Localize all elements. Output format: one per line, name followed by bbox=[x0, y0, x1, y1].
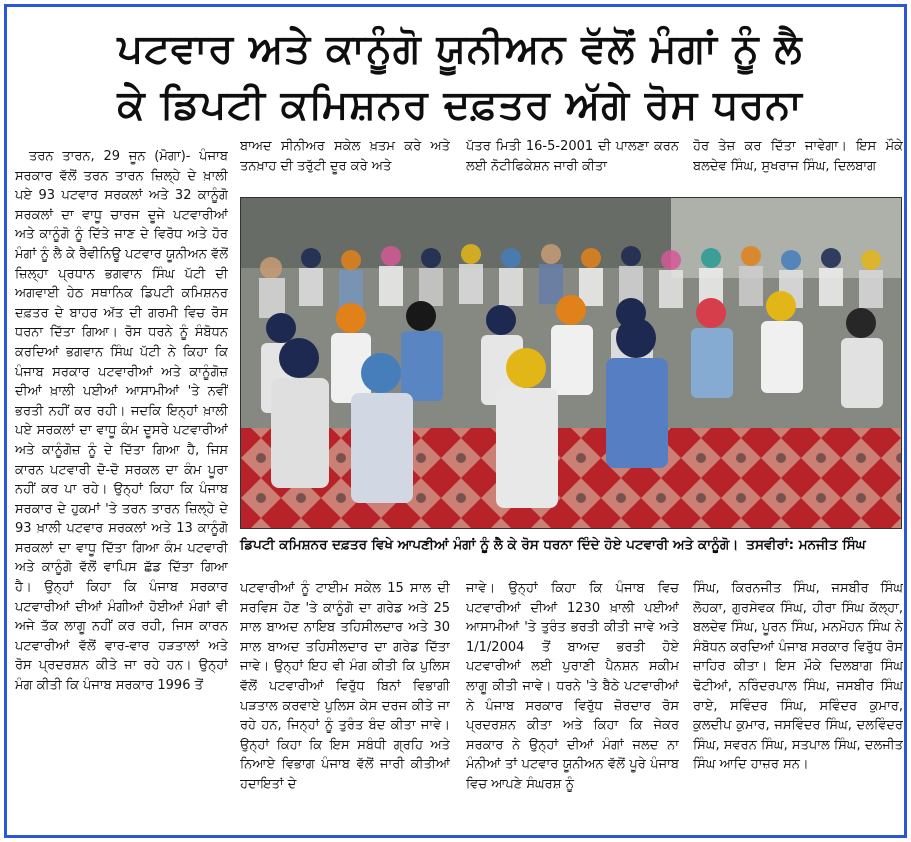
column-3-top-text: ਪੱਤਰ ਮਿਤੀ 16-5-2001 ਦੀ ਪਾਲਣਾ ਕਰਨ ਲਈ ਨੋਟੀਫਿਕੇਸ਼ਨ ਜਾਰੀ ਕੀਤਾ bbox=[466, 139, 679, 174]
column-1-paragraph: ਤਰਨ ਤਾਰਨ, 29 ਜੂਨ (ਮੋਗਾ)- ਪੰਜਾਬ ਸਰਕਾਰ ਵੱਲੋਂ ਤਰਨ ਤਾਰਨ ਜ਼ਿਲ੍ਹੇ ਦੇ ਖ਼ਾਲੀ ਪਏ 93 ਪਟਵਾਰ ਸਰਕਲਾਂ ਅਤੇ 32 ਕਾਨੂੰਗੋ ਸਰਕਲਾਂ ਦਾ ਵਾਧੂ ਚਾਰਜ ਦੂਜੇ ਪਟਵਾਰੀਆਂ ਅਤੇ ਕਾਨੂੰਗੋ ਨੂੰ ਦਿੱਤੇ ਜਾਣ ਦੇ ਵਿਰੋਧ ਅਤੇ ਹੋਰ ਮੰਗਾਂ ਨੂੰ ਲੈ ਕੇ ਰੈਵੀਨਿਊ ਪਟਵਾਰ ਯੂਨੀਅਨ ਵੱਲੋਂ ਜ਼ਿਲ੍ਹਾ ਪ੍ਰਧਾਨ ਭਗਵਾਨ ਸਿੰਘ ਪੱਟੀ ਦੀ ਅਗਵਾਈ ਹੇਠ ਸਥਾਨਿਕ ਡਿਪਟੀ ਕਮਿਸ਼ਨਰ ਦਫ਼ਤਰ ਦੇ ਬਾਹਰ ਅੱਤ ਦੀ ਗਰਮੀ ਵਿਚ ਰੋਸ ਧਰਨਾ ਦਿੱਤਾ ਗਿਆ। ਰੋਸ ਧਰਨੇ ਨੂੰ ਸੰਬੋਧਨ ਕਰਦਿਆਂ ਭਗਵਾਨ ਸਿੰਘ ਪੱਟੀ ਨੇ ਕਿਹਾ ਕਿ ਪੰਜਾਬ ਸਰਕਾਰ ਪਟਵਾਰੀਆਂ ਅਤੇ ਕਾਨੂੰਗੋਜ਼ ਦੀਆਂ ਖ਼ਾਲੀ ਪਈਆਂ ਆਸਾਮੀਆਂ 'ਤੇ ਨਵੀਂ ਭਰਤੀ ਨਹੀਂ ਕਰ ਰਹੀ। ਜਦਕਿ ਇਨ੍ਹਾਂ ਖ਼ਾਲੀ ਪਏ ਸਰਕਲਾਂ ਦਾ ਵਾਧੂ ਕੰਮ ਦੂਸਰੇ ਪਟਵਾਰੀਆਂ ਅਤੇ ਕਾਨੂੰਗੋਜ਼ ਨੂੰ ਦੇ ਦਿੱਤਾ ਗਿਆ ਹੈ, ਜਿਸ ਕਾਰਨ ਪਟਵਾਰੀ ਦੋ-ਦੋ ਸਰਕਲ ਦਾ ਕੰਮ ਪੂਰਾ ਨਹੀਂ ਕਰ ਪਾ ਰਹੇ। ਉਨ੍ਹਾਂ ਕਿਹਾ ਕਿ ਪੰਜਾਬ ਸਰਕਾਰ ਦੇ ਹੁਕਮਾਂ 'ਤੇ ਤਰਨ ਤਾਰਨ ਜ਼ਿਲ੍ਹੇ ਦੇ 93 ਖ਼ਾਲੀ ਪਟਵਾਰ ਸਰਕਲਾਂ ਅਤੇ 13 ਕਾਨੂੰਗੋ ਸਰਕਲਾਂ ਦਾ ਵਾਧੂ ਦਿੱਤਾ ਗਿਆ ਕੰਮ ਪਟਵਾਰੀ ਅਤੇ ਕਾਨੂੰਗੋ ਵੱਲੋਂ ਵਾਪਿਸ ਛੱਡ ਦਿੱਤਾ ਗਿਆ ਹੈ। ਉਨ੍ਹਾਂ ਕਿਹਾ ਕਿ ਪੰਜਾਬ ਸਰਕਾਰ ਪਟਵਾਰੀਆਂ ਦੀਆਂ ਮੰਗੀਆਂ ਹੋਈਆਂ ਮੰਗਾਂ ਵੀ ਅਜੇ ਤੱਕ ਲਾਗੂ ਨਹੀਂ ਕਰ ਰਹੀ, ਜਿਸ ਕਾਰਨ ਪਟਵਾਰੀਆਂ ਵੱਲੋਂ ਵਾਰ-ਵਾਰ ਹੜਤਾਲਾਂ ਅਤੇ ਰੋਸ ਪ੍ਰਦਰਸ਼ਨ ਕੀਤੇ ਜਾ ਰਹੇ ਹਨ। ਉਨ੍ਹਾਂ ਮੰਗ ਕੀਤੀ ਕਿ ਪੰਜਾਬ ਸਰਕਾਰ 1996 ਤੋਂ bbox=[15, 149, 228, 694]
column-2-bottom-text: ਪਟਵਾਰੀਆਂ ਨੂੰ ਟਾਈਮ ਸਕੇਲ 15 ਸਾਲ ਦੀ ਸਰਵਿਸ ਹੋਣ 'ਤੇ ਕਾਨੂੰਗੋ ਦਾ ਗਰੇਡ ਅਤੇ 25 ਸਾਲ ਬਾਅਦ ਨਾਇਬ ਤਹਿਸੀਲਦਾਰ ਅਤੇ 30 ਸਾਲ ਬਾਅਦ ਤਹਿਸੀਲਦਾਰ ਦਾ ਗਰੇਡ ਦਿੱਤਾ ਜਾਵੇ। ਉਨ੍ਹਾਂ ਇਹ ਵੀ ਮੰਗ ਕੀਤੀ ਕਿ ਪੁਲਿਸ ਵੱਲੋਂ ਪਟਵਾਰੀਆਂ ਵਿਰੁੱਧ ਬਿਨਾਂ ਵਿਭਾਗੀ ਪੜਤਾਲ ਕਰਵਾਏ ਪੁਲਿਸ ਕੇਸ ਦਰਜ ਕੀਤੇ ਜਾ ਰਹੇ ਹਨ, ਜਿਨ੍ਹਾਂ ਨੂੰ ਤੁਰੰਤ ਬੰਦ ਕੀਤਾ ਜਾਵੇ। ਉਨ੍ਹਾਂ ਕਿਹਾ ਕਿ ਇਸ ਸਬੰਧੀ ਗ੍ਰਹਿ ਅਤੇ ਨਿਆਏ ਵਿਭਾਗ ਪੰਜਾਬ ਵੱਲੋਂ ਜਾਰੀ ਕੀਤੀਆਂ ਹਦਾਇਤਾਂ ਦੇ bbox=[240, 581, 450, 792]
headline bbox=[15, 21, 905, 133]
column-4-bottom-text: ਸਿੰਘ, ਕਿਰਨਜੀਤ ਸਿੰਘ, ਜਸਬੀਰ ਸਿੰਘ ਲੋਹਕਾ, ਗੁਰਸੇਵਕ ਸਿੰਘ, ਹੀਰਾ ਸਿੰਘ ਕੱਲ੍ਹਾ, ਬਲਦੇਵ ਸਿੰਘ, ਪੂਰਨ ਸਿੰਘ, ਮਨਮੋਹਨ ਸਿੰਘ ਨੇ ਸੰਬੋਧਨ ਕਰਦਿਆਂ ਪੰਜਾਬ ਸਰਕਾਰ ਵਿਰੁੱਧ ਰੋਸ ਜ਼ਾਹਿਰ ਕੀਤਾ। ਇਸ ਮੌਕੇ ਦਿਲਬਾਗ ਸਿੰਘ ਢੋਟੀਆਂ, ਨਰਿੰਦਰਪਾਲ ਸਿੰਘ, ਜਸਬੀਰ ਸਿੰਘ ਰਾਏ, ਸਵਿੰਦਰ ਸਿੰਘ, ਸਵਿੰਦਰ ਕੁਮਾਰ, ਕੁਲਦੀਪ ਕੁਮਾਰ, ਜਸਵਿੰਦਰ ਸਿੰਘ, ਦਲਵਿੰਦਰ ਸਿੰਘ, ਸਵਰਨ ਸਿੰਘ, ਸਤਪਾਲ ਸਿੰਘ, ਦਲਜੀਤ ਸਿੰਘ ਆਦਿ ਹਾਜ਼ਰ ਸਨ। bbox=[693, 581, 903, 773]
caption-text: ਡਿਪਟੀ ਕਮਿਸ਼ਨਰ ਦਫ਼ਤਰ ਵਿਖੇ ਆਪਣੀਆਂ ਮੰਗਾਂ ਨੂੰ ਲੈ ਕੇ ਰੋਸ ਧਰਨਾ ਦਿੰਦੇ ਹੋਏ ਪਟਵਾਰੀ ਅਤੇ ਕਾਨੂੰਗੋ। bbox=[240, 537, 739, 553]
protest-photo bbox=[240, 197, 902, 529]
photo-credit: ਤਸਵੀਰਾਂ: ਮਨਜੀਤ ਸਿੰਘ bbox=[746, 537, 866, 553]
column-3-bottom-text: ਜਾਵੇ। ਉਨ੍ਹਾਂ ਕਿਹਾ ਕਿ ਪੰਜਾਬ ਵਿਚ ਪਟਵਾਰੀਆਂ ਦੀਆਂ 1230 ਖ਼ਾਲੀ ਪਈਆਂ ਆਸਾਮੀਆਂ 'ਤੇ ਤੁਰੰਤ ਭਰਤੀ ਕੀਤੀ ਜਾਵੇ ਅਤੇ 1/1/2004 ਤੋਂ ਬਾਅਦ ਭਰਤੀ ਹੋਏ ਪਟਵਾਰੀਆਂ ਲਈ ਪੁਰਾਣੀ ਪੈਨਸ਼ਨ ਸਕੀਮ ਲਾਗੂ ਕੀਤੀ ਜਾਵੇ। ਧਰਨੇ 'ਤੇ ਬੈਠੇ ਪਟਵਾਰੀਆਂ ਨੇ ਪੰਜਾਬ ਸਰਕਾਰ ਵਿਰੁੱਧ ਜ਼ੋਰਦਾਰ ਰੋਸ ਪ੍ਰਦਰਸ਼ਨ ਕੀਤਾ ਅਤੇ ਕਿਹਾ ਕਿ ਜੇਕਰ ਸਰਕਾਰ ਨੇ ਉਨ੍ਹਾਂ ਦੀਆਂ ਮੰਗਾਂ ਜਲਦ ਨਾ ਮੰਨੀਆਂ ਤਾਂ ਪਟਵਾਰ ਯੂਨੀਅਨ ਵੱਲੋਂ ਪੂਰੇ ਪੰਜਾਬ ਵਿਚ ਆਪਣੇ ਸੰਘਰਸ਼ ਨੂੰ bbox=[466, 581, 679, 792]
article-frame bbox=[4, 4, 907, 838]
column-1-text bbox=[15, 147, 228, 833]
column-4-top-text: ਹੋਰ ਤੇਜ਼ ਕਰ ਦਿੱਤਾ ਜਾਵੇਗਾ। ਇਸ ਮੌਕੇ ਬਲਦੇਵ ਸਿੰਘ, ਸੁਖਰਾਜ ਸਿੰਘ, ਦਿਲਬਾਗ bbox=[693, 139, 903, 174]
headline-line-1: ਪਟਵਾਰ ਅਤੇ ਕਾਨੂੰਗੋ ਯੂਨੀਅਨ ਵੱਲੋਂ ਮੰਗਾਂ ਨੂੰ ਲੈ bbox=[117, 26, 803, 72]
photo-caption bbox=[240, 535, 902, 555]
protest-photo-illustration bbox=[241, 198, 902, 529]
headline-line-2: ਕੇ ਡਿਪਟੀ ਕਮਿਸ਼ਨਰ ਦਫ਼ਤਰ ਅੱਗੇ ਰੋਸ ਧਰਨਾ bbox=[117, 82, 803, 128]
column-2-top-text: ਬਾਅਦ ਸੀਨੀਅਰ ਸਕੇਲ ਖ਼ਤਮ ਕਰੇ ਅਤੇ ਤਨਖ਼ਾਹ ਦੀ ਤਰੁੱਟੀ ਦੂਰ ਕਰੇ ਅਤੇ bbox=[240, 139, 450, 174]
